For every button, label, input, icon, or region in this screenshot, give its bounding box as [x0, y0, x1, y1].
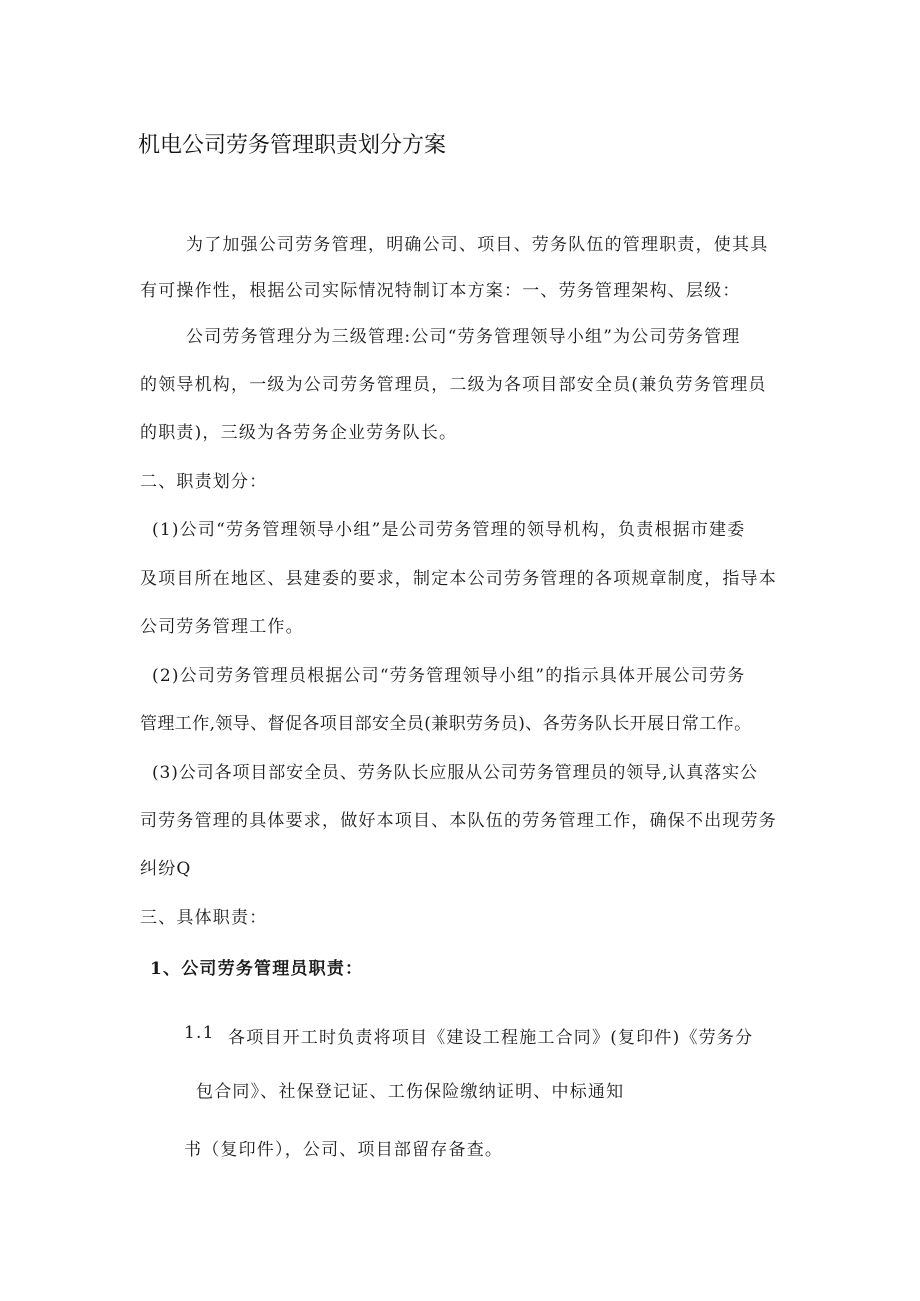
section-2-item-1-line-2: 及项目所在地区、县建委的要求，制定本公司劳务管理的各项规章制度，指导本 [140, 569, 777, 589]
section-2-item-2-line-2: 管理工作,领导、督促各项目部安全员(兼职劳务员)、各劳务队长开展日常工作。 [140, 714, 752, 734]
section-2-item-3-line-1: (3)公司各项目部安全员、劳务队长应服从公司劳务管理员的领导,认真落实公 [152, 763, 758, 783]
section-3-heading: 三、具体职责： [140, 908, 268, 928]
structure-line-2: 的领导机构，一级为公司劳务管理员，二级为各项目部安全员(兼负劳务管理员 [140, 375, 767, 395]
section-2-item-3-line-2: 司劳务管理的具体要求，做好本项目、本队伍的劳务管理工作，确保不出现劳务 [140, 811, 777, 831]
structure-line-1: 公司劳务管理分为三级管理:公司“劳务管理领导小组”为公司劳务管理 [186, 327, 741, 347]
section-3-subheading: 1、公司劳务管理员职责： [150, 959, 364, 979]
intro-line-2: 有可操作性，根据公司实际情况特制订本方案：一、劳务管理架构、层级： [140, 281, 741, 301]
section-2-item-1-line-3: 公司劳务管理工作。 [140, 617, 304, 637]
clause-line-2: 包合同》、社保登记证、工伤保险缴纳证明、中标通知 [196, 1082, 625, 1102]
intro-line-1: 为了加强公司劳务管理，明确公司、项目、劳务队伍的管理职责，使其具 [186, 235, 769, 255]
clause-line-3: 书（复印件），公司、项目部留存备查。 [184, 1140, 504, 1160]
section-2-item-1-line-1: (1)公司“劳务管理领导小组”是公司劳务管理的领导机构，负责根据市建委 [152, 520, 746, 540]
structure-line-3: 的职责)，三级为各劳务企业劳务队长。 [140, 423, 458, 443]
clause-number: 1.1 [184, 1023, 215, 1043]
section-2-item-2-line-1: (2)公司劳务管理员根据公司“劳务管理领导小组”的指示具体开展公司劳务 [152, 666, 746, 686]
clause-line-1: 各项目开工时负责将项目《建设工程施工合同》(复印件)《劳务分 [228, 1028, 754, 1048]
section-2-item-3-line-3: 纠纷Q [140, 859, 192, 879]
section-2-heading: 二、职责划分： [140, 472, 268, 492]
document-title: 机电公司劳务管理职责划分方案 [138, 133, 447, 158]
